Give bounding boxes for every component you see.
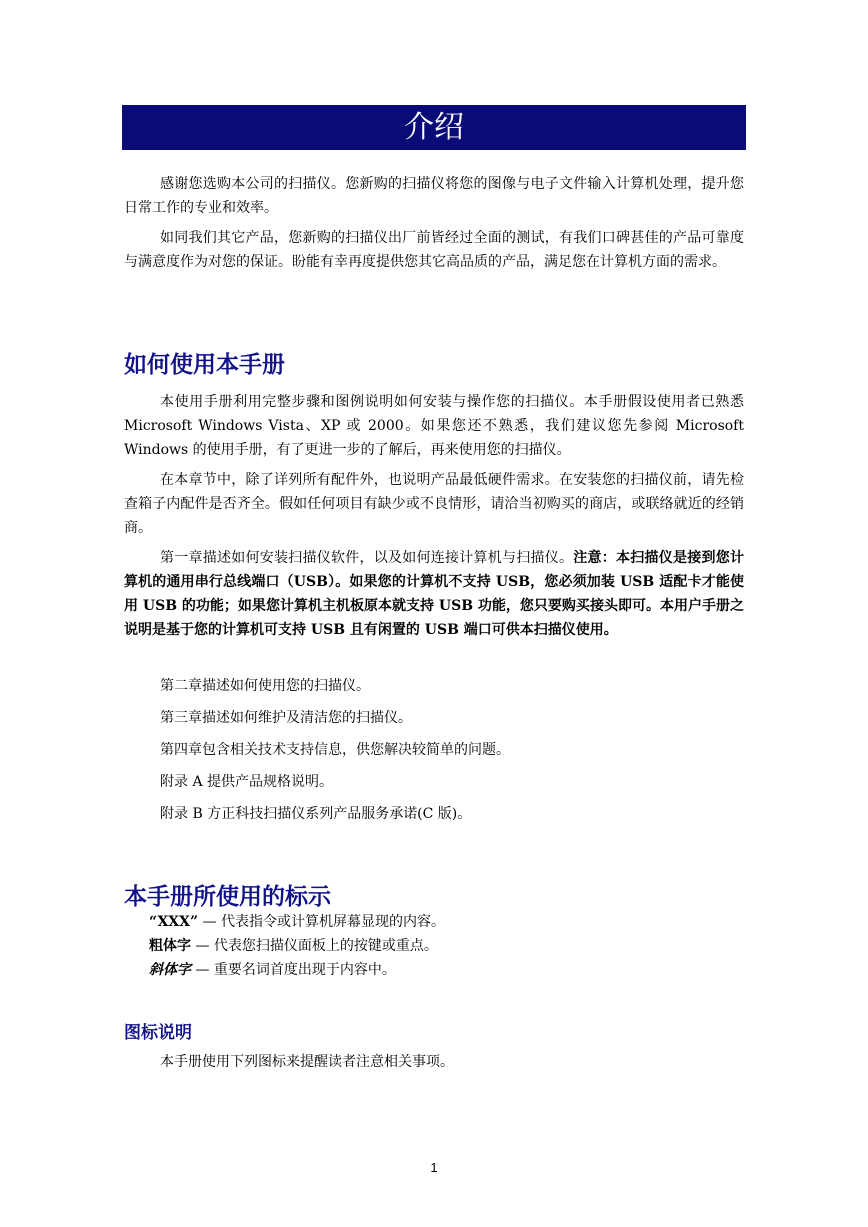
- convention-term: 斜体字: [149, 962, 191, 978]
- appendix-b-description: 附录 B 方正科技扫描仪系列产品服务承诺(C 版)。: [160, 806, 472, 822]
- convention-term: 粗体字: [149, 938, 191, 954]
- how-paragraph-1: 本使用手册利用完整步骤和图例说明如何安装与操作您的扫描仪。本手册假设使用者已熟悉 Microsoft Windows Vista、XP 或 2000。如果您还不熟悉，我们建议您先参阅 Microsoft Windows 的使用手册，有了更进一步的了解后，再来使用您的扫描仪。: [124, 394, 744, 458]
- convention-item-quotes: [149, 910, 445, 934]
- icons-paragraph: 本手册使用下列图标来提醒读者注意相关事项。: [160, 1054, 454, 1070]
- how-paragraph-2: 在本章节中，除了详列所有配件外，也说明产品最低硬件需求。在安装您的扫描仪前，请先检查箱子内配件是否齐全。假如任何项目有缺少或不良情形，请洽当初购买的商店，或联络就近的经销商。: [124, 472, 744, 536]
- section-heading-icons: 图标说明: [124, 1023, 192, 1043]
- convention-term: “XXX”: [149, 914, 199, 930]
- convention-desc: — 代表指令或计算机屏幕显现的内容。: [198, 914, 445, 930]
- usb-note-bold: 注意：本扫描仪是接到您计算机的通用串行总线端口（USB）。如果您的计算机不支持 USB，您必须加装 USB 适配卡才能使用 USB 的功能；如果您计算机主机板原本就支持 USB 功能，您只要购买接头即可。本用户手册之说明是基于您的计算机可支持 USB 且有闲置的 USB 端口可供本扫描仪使用。: [124, 550, 744, 638]
- section-heading-how-to-use: 如何使用本手册: [124, 352, 285, 378]
- how-paragraph-3-normal: 第一章描述如何安装扫描仪软件，以及如何连接计算机与扫描仪。: [160, 550, 574, 566]
- convention-desc: — 代表您扫描仪面板上的按键或重点。: [191, 938, 438, 954]
- chapter-2-description: 第二章描述如何使用您的扫描仪。: [160, 678, 370, 694]
- convention-item-italic: [149, 958, 396, 982]
- page-number: 1: [430, 1160, 438, 1175]
- convention-item-bold: [149, 934, 438, 958]
- intro-paragraph-1: 感谢您选购本公司的扫描仪。您新购的扫描仪将您的图像与电子文件输入计算机处理，提升您日常工作的专业和效率。: [124, 176, 744, 216]
- convention-desc: — 重要名词首度出现于内容中。: [191, 962, 396, 978]
- intro-paragraph-2: 如同我们其它产品，您新购的扫描仪出厂前皆经过全面的测试，有我们口碑甚佳的产品可靠度与满意度作为对您的保证。盼能有幸再度提供您其它高品质的产品，满足您在计算机方面的需求。: [124, 230, 744, 270]
- how-paragraph-3: [124, 546, 744, 642]
- appendix-a-description: 附录 A 提供产品规格说明。: [160, 774, 334, 790]
- chapter-3-description: 第三章描述如何维护及清洁您的扫描仪。: [160, 710, 412, 726]
- chapter-4-description: 第四章包含相关技术支持信息，供您解决较简单的问题。: [160, 742, 510, 758]
- chapter-title-banner: 介绍: [122, 105, 746, 150]
- section-heading-conventions: 本手册所使用的标示: [124, 884, 331, 910]
